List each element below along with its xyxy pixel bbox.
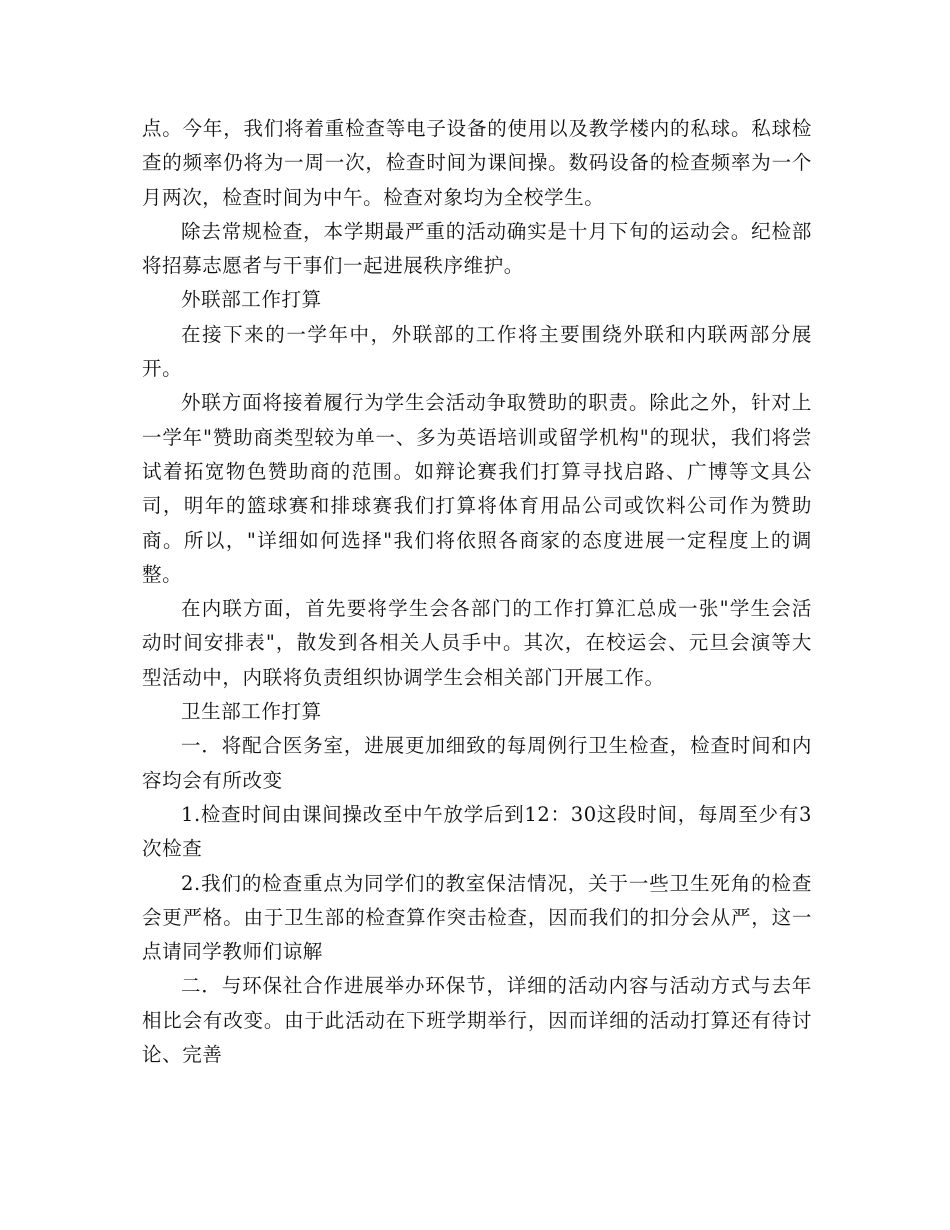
section-heading-health: 卫生部工作打算 bbox=[181, 700, 322, 724]
paragraph-sports-meet: 除去常规检查，本学期最严重的活动确实是十月下旬的运动会。纪检部将招募志愿者与干事们一起进展秩序维护。 bbox=[142, 219, 812, 278]
document-body bbox=[142, 112, 812, 1072]
paragraph-health-subitem-2: 2.我们的检查重点为同学们的教室保洁情况，关于一些卫生死角的检查会更严格。由于卫生部的检查算作突击检查，因而我们的扣分会从严，这一点请同学教师们谅解 bbox=[142, 871, 812, 964]
paragraph-health-item-2: 二．与环保社合作进展举办环保节，详细的活动内容与活动方式与去年相比会有改变。由于此活动在下班学期举行，因而详细的活动打算还有待讨论、完善 bbox=[142, 974, 812, 1067]
paragraph-discipline-checks: 点。今年，我们将着重检查等电子设备的使用以及教学楼内的私球。私球检查的频率仍将为一周一次，检查时间为课间操。数码设备的检查频率为一个月两次，检查时间为中午。检查对象均为全校学生。 bbox=[142, 117, 812, 209]
section-heading-external-relations: 外联部工作打算 bbox=[181, 288, 322, 312]
paragraph-sponsorship: 外联方面将接着履行为学生会活动争取赞助的职责。除此之外，针对上一学年"赞助商类型较为单一、多为英语培训或留学机构"的现状，我们将尝试着拓宽物色赞助商的范围。如辩论赛我们打算寻找启路、广博等文具公司，明年的篮球赛和排球赛我们打算将体育用品公司或饮料公司作为赞助商。所以，"详细如何选择"我们将依照各商家的态度进展一定程度上的调整。 bbox=[142, 391, 812, 586]
paragraph-health-item-1: 一．将配合医务室，进展更加细致的每周例行卫生检查，检查时间和内容均会有所改变 bbox=[142, 734, 812, 792]
paragraph-health-subitem-1: 1.检查时间由课间操改至中午放学后到12：30这段时间，每周至少有3次检查 bbox=[142, 802, 812, 861]
paragraph-external-overview: 在接下来的一学年中，外联部的工作将主要围绕外联和内联两部分展开。 bbox=[142, 322, 812, 381]
paragraph-internal-relations: 在内联方面，首先要将学生会各部门的工作打算汇总成一张"学生会活动时间安排表"，散发到各相关人员手中。其次，在校运会、元旦会演等大型活动中，内联将负责组织协调学生会相关部门开展工作。 bbox=[142, 597, 812, 689]
